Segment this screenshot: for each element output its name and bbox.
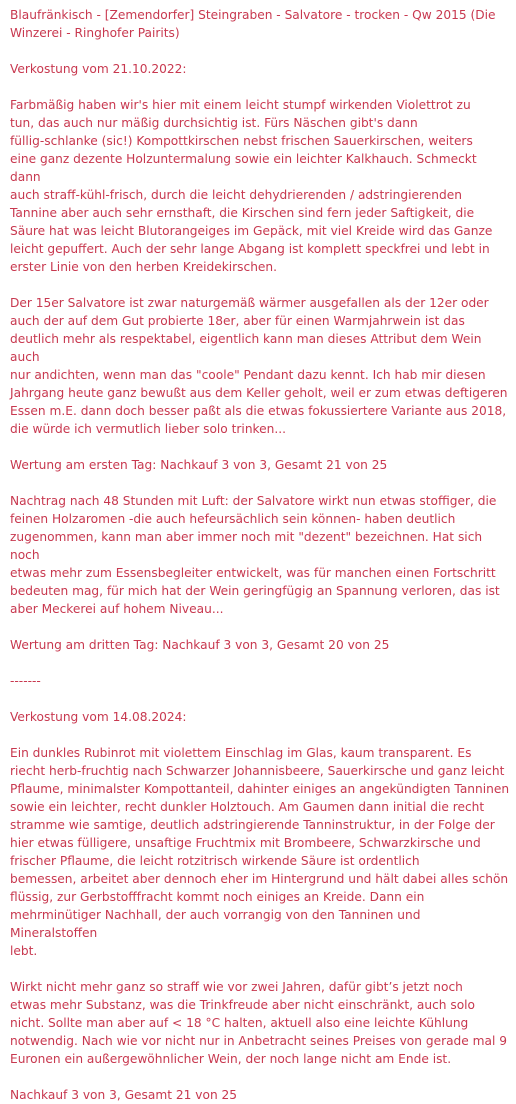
separator: -------	[10, 674, 41, 688]
rating-2024: Nachkauf 3 von 3, Gesamt 21 von 25	[10, 1088, 238, 1102]
tasting-heading-2024: Verkostung vom 14.08.2024:	[10, 710, 187, 724]
tasting-2022-paragraph-1: Farbmäßig haben wir's hier mit einem leicht stumpf wirkenden Violettrot zu tun, das auch nur mäßig durchsichtig ist. Fürs Näschen gibt's dann füllig-schlanke (sic!) Kompottkirschen nebst frischen Sauerkirschen, weiters eine ganz dezente Holzuntermalung sowie ein leichter Kalkhauch. Schmeckt dann auch straff-kühl-frisch, durch die leicht dehydrierenden / adstringierenden Tannine aber auch sehr ernsthaft, die Kirschen sind fern jeder Saftigkeit, die Säure hat was leicht Blutorangeiges im Gepäck, mit viel Kreide wird das Ganze leicht gepuffert. Auch der sehr lange Abgang ist komplett speckfrei und lebt in erster Linie von den herben Kreidekirschen.	[10, 98, 493, 274]
tasting-2022-paragraph-2: Der 15er Salvatore ist zwar naturgemäß wärmer ausgefallen als der 12er oder auch der auf dem Gut probierte 18er, aber für einen Warmjahrwein ist das deutlich mehr als respektabel, eigentlich kann man dieses Attribut dem Wein auch nur andichten, wenn man das "coole" Pendant dazu kennt. Ich hab mir diesen Jahrgang heute ganz bewußt aus dem Keller geholt, weil er zum etwas deftigeren Essen m.E. dann doch besser paßt als die etwas fokussiertere Variante aus 2018, die würde ich vermutlich lieber solo trinken...	[10, 296, 508, 436]
rating-day-1: Wertung am ersten Tag: Nachkauf 3 von 3, Gesamt 21 von 25	[10, 458, 388, 472]
rating-day-3: Wertung am dritten Tag: Nachkauf 3 von 3, Gesamt 20 von 25	[10, 638, 390, 652]
wine-title: Blaufränkisch - [Zemendorfer] Steingraben - Salvatore - trocken - Qw 2015 (Die Winzerei - Ringhofer Pairits)	[10, 8, 496, 40]
addendum-48h: Nachtrag nach 48 Stunden mit Luft: der Salvatore wirkt nun etwas stoffiger, die feinen Holzaromen -die auch hefeursächlich sein können- haben deutlich zugenommen, kann man aber immer noch mit "dezent" bezeichnen. Hat sich noch etwas mehr zum Essensbegleiter entwickelt, was für manchen einen Fortschritt bedeuten mag, für mich hat der Wein geringfügig an Spannung verloren, das ist aber Meckerei auf hohem Niveau...	[10, 494, 500, 616]
tasting-2024-paragraph-2: Wirkt nicht mehr ganz so straff wie vor zwei Jahren, dafür gibt’s jetzt noch etwas mehr Substanz, was die Trinkfreude aber nicht einschränkt, auch solo nicht. Sollte man aber auf < 18 °C halten, aktuell also eine leichte Kühlung notwendig. Nach wie vor nicht nur in Anbetracht seines Preises von gerade mal 9 Euronen ein außergewöhnlicher Wein, der noch lange nicht am Ende ist.	[10, 980, 508, 1066]
tasting-heading-2022: Verkostung vom 21.10.2022:	[10, 62, 187, 76]
tasting-2024-paragraph-1: Ein dunkles Rubinrot mit violettem Einschlag im Glas, kaum transparent. Es riecht herb-fruchtig nach Schwarzer Johannisbeere, Sauerkirsche und ganz leicht Pflaume, minimalster Kompottanteil, dahinter einiges an angekündigten Tanninen sowie ein leichter, recht dunkler Holztouch. Am Gaumen dann initial die recht stramme wie samtige, deutlich adstringierende Tanninstruktur, in der Folge der hier etwas fülligere, unsaftige Fruchtmix mit Brombeere, Schwarzkirsche und frischer Pflaume, die leicht rotzitrisch wirkende Säure ist ordentlich bemessen, arbeitet aber dennoch eher im Hintergrund und hält dabei alles schön flüssig, zur Gerbstofffracht kommt noch einiges an Kreide. Dann ein mehrminütiger Nachhall, der auch vorrangig von den Tanninen und Mineralstoffen lebt.	[10, 746, 510, 958]
